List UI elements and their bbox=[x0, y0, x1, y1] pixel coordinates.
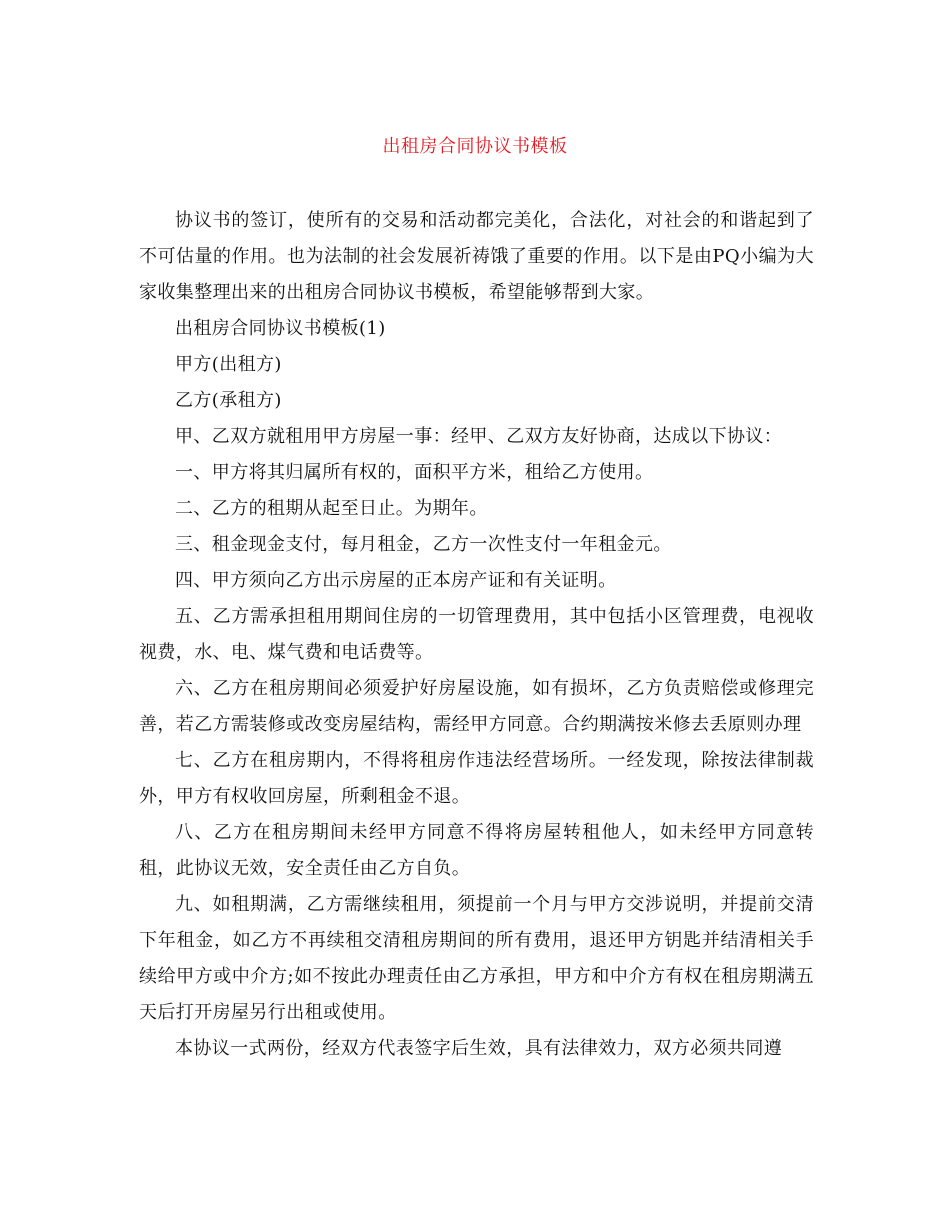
document-body bbox=[139, 203, 814, 1067]
paragraph-template-heading: 出租房合同协议书模板(1) bbox=[175, 318, 386, 339]
paragraph-party-b: 乙方(承租方) bbox=[175, 390, 282, 411]
paragraph-clause-7: 七、乙方在租房期内，不得将租房作违法经营场所。一经发现，除按法律制裁外，甲方有权收回房屋，所剩租金不退。 bbox=[139, 750, 814, 807]
paragraph-clause-2: 二、乙方的租期从起至日止。为期年。 bbox=[175, 498, 488, 519]
paragraph-clause-9: 九、如租期满，乙方需继续租用，须提前一个月与甲方交涉说明，并提前交清下年租金，如乙方不再续租交清租房期间的所有费用，退还甲方钥匙并结清相关手续给甲方或中介方;如不按此办理责任由乙方承担，甲方和中介方有权在租房期满五天后打开房屋另行出租或使用。 bbox=[139, 894, 814, 1023]
paragraph-agreement-preamble: 甲、乙双方就租用甲方房屋一事：经甲、乙双方友好协商，达成以下协议： bbox=[175, 426, 783, 447]
paragraph-intro: 协议书的签订，使所有的交易和活动都完美化，合法化，对社会的和谐起到了不可估量的作用。也为法制的社会发展祈祷饿了重要的作用。以下是由PQ小编为大家收集整理出来的出租房合同协议书模板，希望能够帮到大家。 bbox=[139, 210, 814, 303]
paragraph-closing: 本协议一式两份，经双方代表签字后生效，具有法律效力，双方必须共同遵 bbox=[175, 1038, 783, 1059]
paragraph-clause-4: 四、甲方须向乙方出示房屋的正本房产证和有关证明。 bbox=[175, 570, 617, 591]
paragraph-clause-5: 五、乙方需承担租用期间住房的一切管理费用，其中包括小区管理费，电视收视费，水、电、煤气费和电话费等。 bbox=[139, 606, 814, 663]
paragraph-clause-1: 一、甲方将其归属所有权的，面积平方米，租给乙方使用。 bbox=[175, 462, 654, 483]
paragraph-party-a: 甲方(出租方) bbox=[175, 354, 282, 375]
paragraph-clause-3: 三、租金现金支付，每月租金，乙方一次性支付一年租金元。 bbox=[175, 534, 672, 555]
document-title: 出租房合同协议书模板 bbox=[382, 136, 568, 157]
paragraph-clause-8: 八、乙方在租房期间未经甲方同意不得将房屋转租他人，如未经甲方同意转租，此协议无效，安全责任由乙方自负。 bbox=[139, 822, 814, 879]
paragraph-clause-6: 六、乙方在租房期间必须爱护好房屋设施，如有损坏，乙方负责赔偿或修理完善，若乙方需装修或改变房屋结构，需经甲方同意。合约期满按米修去丢原则办理 bbox=[139, 678, 814, 735]
